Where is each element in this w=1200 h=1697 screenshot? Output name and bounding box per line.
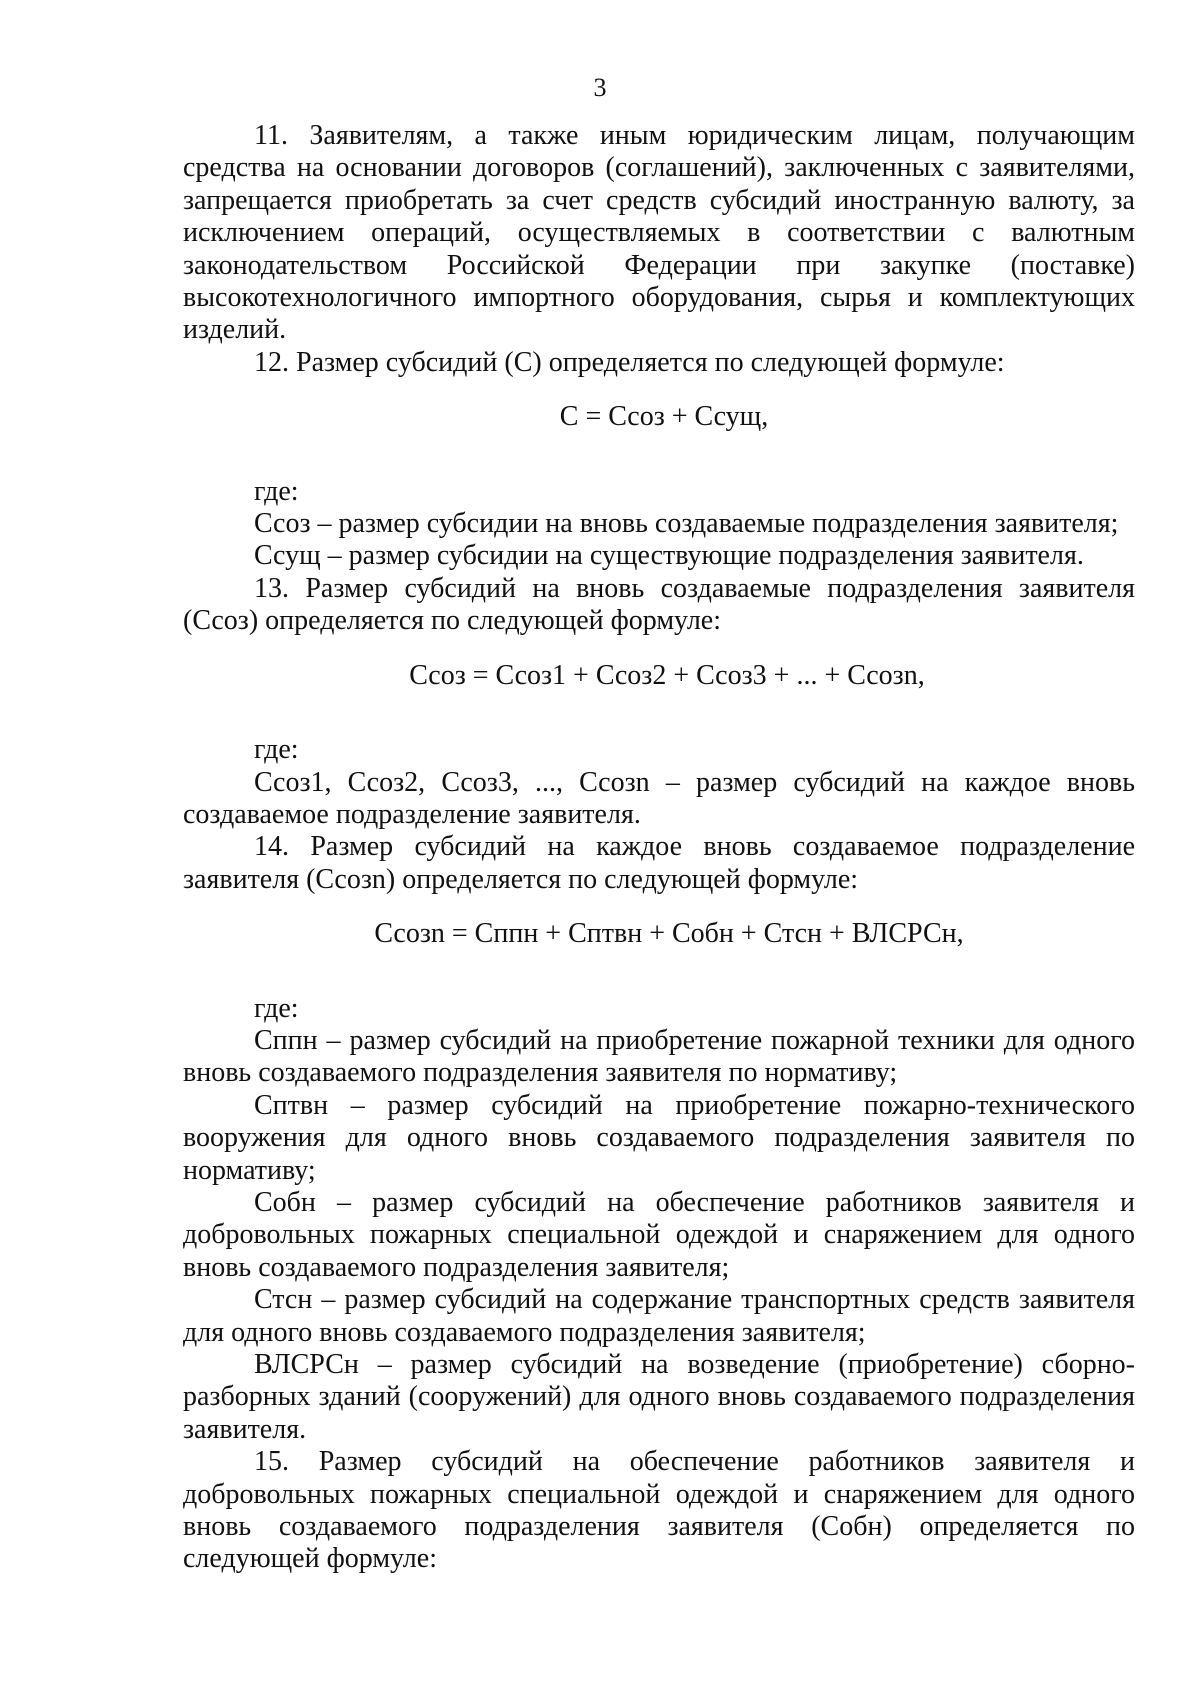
definition-cptvn: Сптвн – размер субсидий на приобретение пожарно-технического вооружения для одного вновь создаваемого подразделения заявителя по нормативу; <box>183 1089 1135 1186</box>
definition-cobn: Собн – размер субсидий на обеспечение работников заявителя и добровольных пожарных специальной одеждой и снаряжением для одного вновь создаваемого подразделения заявителя; <box>183 1186 1135 1283</box>
where-label-2: где: <box>254 734 299 766</box>
definition-ctsn: Стсн – размер субсидий на содержание транспортных средств заявителя для одного вновь создаваемого подразделения заявителя; <box>183 1284 1135 1348</box>
paragraph-15: 15. Размер субсидий на обеспечение работников заявителя и добровольных пожарных специальной одеждой и снаряжением для одного вновь создаваемого подразделения заявителя (Собн) определяется по следующей формуле: <box>183 1446 1135 1575</box>
definition-cppn: Сппн – размер субсидий на приобретение пожарной техники для одного вновь создаваемого подразделения заявителя по нормативу; <box>183 1024 1135 1089</box>
definition-ccush: Ссущ – размер субсидии на существующие подразделения заявителя. <box>254 540 1084 572</box>
paragraph-14: 14. Размер субсидий на каждое вновь создаваемое подразделение заявителя (Ссозn) определяется по следующей формуле: <box>183 831 1135 895</box>
paragraph-13: 13. Размер субсидий на вновь создаваемые подразделения заявителя (Ссоз) определяется по следующей формуле: <box>183 572 1135 637</box>
formula-subsidy-new-units: Ссоз = Ссоз1 + Ссоз2 + Ссоз3 + ... + Ссозn, <box>409 659 925 691</box>
definition-vlsrsn: ВЛСРСн – размер субсидий на возведение (приобретение) сборно-разборных зданий (сооружений) для одного вновь создаваемого подразделения заявителя. <box>183 1349 1135 1445</box>
definition-ccozn: Ссоз1, Ссоз2, Ссоз3, ..., Ссозn – размер субсидий на каждое вновь создаваемое подразделение заявителя. <box>183 766 1135 830</box>
document-body <box>183 120 1135 1576</box>
formula-subsidy-each-unit: Ссозn = Сппн + Сптвн + Собн + Стсн + ВЛСРСн, <box>374 918 964 950</box>
paragraph-12: 12. Размер субсидий (С) определяется по следующей формуле: <box>254 346 1005 378</box>
where-label-1: где: <box>254 475 299 507</box>
paragraph-11: 11. Заявителям, а также иным юридическим лицам, получающим средства на основании договоров (соглашений), заключенных с заявителями, запрещается приобретать за счет средств субсидий иностранную валюту, за исключением операций, осуществляемых в соответствии с валютным законодательством Российской Федерации при закупке (поставке) высокотехнологичного импортного оборудования, сырья и комплектующих изделий. <box>183 120 1135 346</box>
where-label-3: где: <box>254 992 299 1024</box>
formula-subsidy-total: С = Ссоз + Ссущ, <box>559 401 769 433</box>
page-number: 3 <box>593 73 607 102</box>
definition-ccoz: Ссоз – размер субсидии на вновь создаваемые подразделения заявителя; <box>254 508 1119 540</box>
